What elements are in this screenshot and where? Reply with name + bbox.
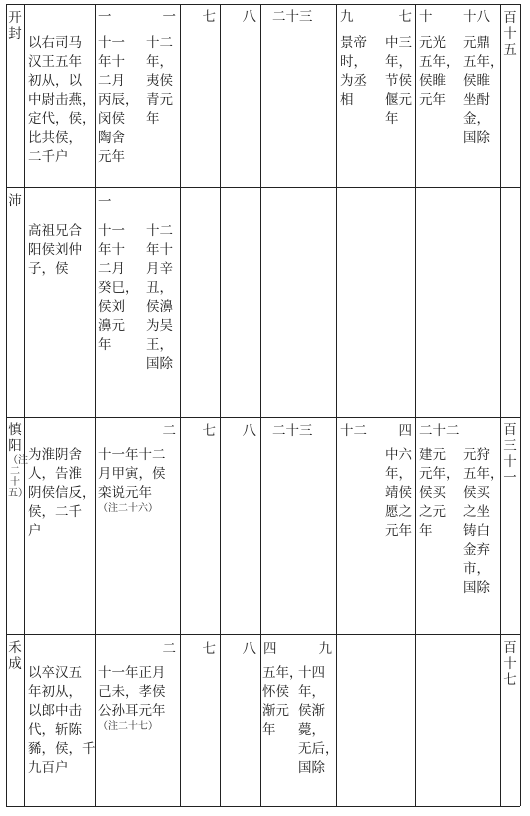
wudi-reign-note: 元光 五年， 侯睢 元年 <box>419 35 460 108</box>
wudi-year-count: 十八 <box>463 9 490 25</box>
fief-name: 禾成 <box>8 640 22 672</box>
fief-name: 慎阳 <box>8 422 22 454</box>
jingdi-reign-note: 中六 年， 靖侯 愿之 元年 <box>385 447 412 539</box>
enfeoffment-description: 为淮阴舍 人，告淮 阴侯信反， 侯，二千 户 <box>28 447 96 539</box>
gaohou-year-count: 八 <box>242 641 256 657</box>
wudi-reign-note: 元鼎 五年， 侯睢 坐酎 金， 国除 <box>463 35 504 146</box>
jingdi-year-count: 十二 <box>340 423 367 439</box>
footnote-ref: （注二十七） <box>98 721 158 732</box>
wendi-year-count: 九 <box>318 641 332 657</box>
column-divider <box>180 4 181 806</box>
column-divider <box>260 4 261 806</box>
jingdi-year-count: 四 <box>398 423 412 439</box>
jingdi-reign-note: 景帝 时， 为丞 相 <box>340 35 367 108</box>
gaozu-year-count: 二 <box>162 423 176 439</box>
gaohou-year-count: 八 <box>242 9 256 25</box>
column-divider <box>415 4 416 806</box>
wendi-year-count: 二十三 <box>272 9 313 25</box>
footnote-ref: （注二十五） <box>8 455 28 499</box>
gaozu-reign-note: 十一 年十 二月 丙辰， 闵侯 陶舍 元年 <box>98 35 139 165</box>
enfeoffment-description: 以卒汉五 年初从， 以郎中击 代，斩陈 豨，侯，千 九百户 <box>28 665 96 776</box>
huidi-year-count: 七 <box>202 423 216 439</box>
jingdi-year-count: 九 <box>340 9 354 25</box>
jingdi-reign-note: 中三 年， 节侯 偃元 年 <box>385 35 412 127</box>
huidi-year-count: 七 <box>202 641 216 657</box>
wudi-reign-note: 建元 元年， 侯买 之元 年 <box>419 447 460 539</box>
gaozu-reign-note: 十二 年十 月辛 丑， 侯濞 为吴 王， 国除 <box>146 223 173 372</box>
fief-name: 开封 <box>8 10 22 42</box>
column-divider <box>24 4 25 806</box>
huidi-year-count: 七 <box>202 9 216 25</box>
fief-name: 沛 <box>8 193 22 209</box>
gaozu-year-count: 二 <box>162 641 176 657</box>
merit-rank: 百十五 <box>503 10 517 58</box>
row-divider <box>6 417 520 418</box>
merit-rank: 百十七 <box>503 640 517 688</box>
gaozu-reign-note: 十二 年， 夷侯 青元 年 <box>146 35 173 127</box>
enfeoffment-description: 以右司马 汉王五年 初从，以 中尉击燕， 定代，侯， 比共侯， 二千户 <box>28 35 96 165</box>
wendi-reign-note: 五年， 怀侯 渐元 年 <box>262 665 303 738</box>
wudi-year-count: 二十二 <box>419 423 460 439</box>
wudi-reign-note: 元狩 五年， 侯买 之坐 铸白 金弃 市， 国除 <box>463 447 504 596</box>
wendi-year-count: 四 <box>263 641 277 657</box>
jingdi-year-count: 七 <box>398 9 412 25</box>
gaozu-reign-note: 十一年正月 己未，孝侯 公孙耳元年 （注二十七） <box>98 665 166 732</box>
table-border-left <box>6 4 7 806</box>
row-divider <box>6 634 520 635</box>
gaozu-year-count: 一 <box>98 9 112 25</box>
merit-rank: 百三十一 <box>503 422 517 486</box>
row-divider <box>6 187 520 188</box>
table-border-top <box>6 4 520 5</box>
table-border-right <box>520 4 521 806</box>
gaozu-reign-note: 十一 年十 二月 癸巳， 侯刘 濞元 年 <box>98 223 139 353</box>
enfeoffment-description: 高祖兄合 阳侯刘仲 子，侯 <box>28 223 82 277</box>
column-divider <box>220 4 221 806</box>
gaozu-reign-note: 十一年十二 月甲寅，侯 栾说元年 （注二十六） <box>98 447 166 514</box>
footnote-ref: （注二十六） <box>98 503 158 514</box>
wendi-reign-note: 十四 年， 侯渐 薨， 无后， 国除 <box>298 665 339 776</box>
gaozu-year-count: 一 <box>98 194 112 210</box>
gaohou-year-count: 八 <box>242 423 256 439</box>
wudi-year-count: 十 <box>419 9 433 25</box>
table-border-bottom <box>6 806 520 807</box>
wendi-year-count: 二十三 <box>272 423 313 439</box>
gaozu-year-count: 一 <box>162 9 176 25</box>
